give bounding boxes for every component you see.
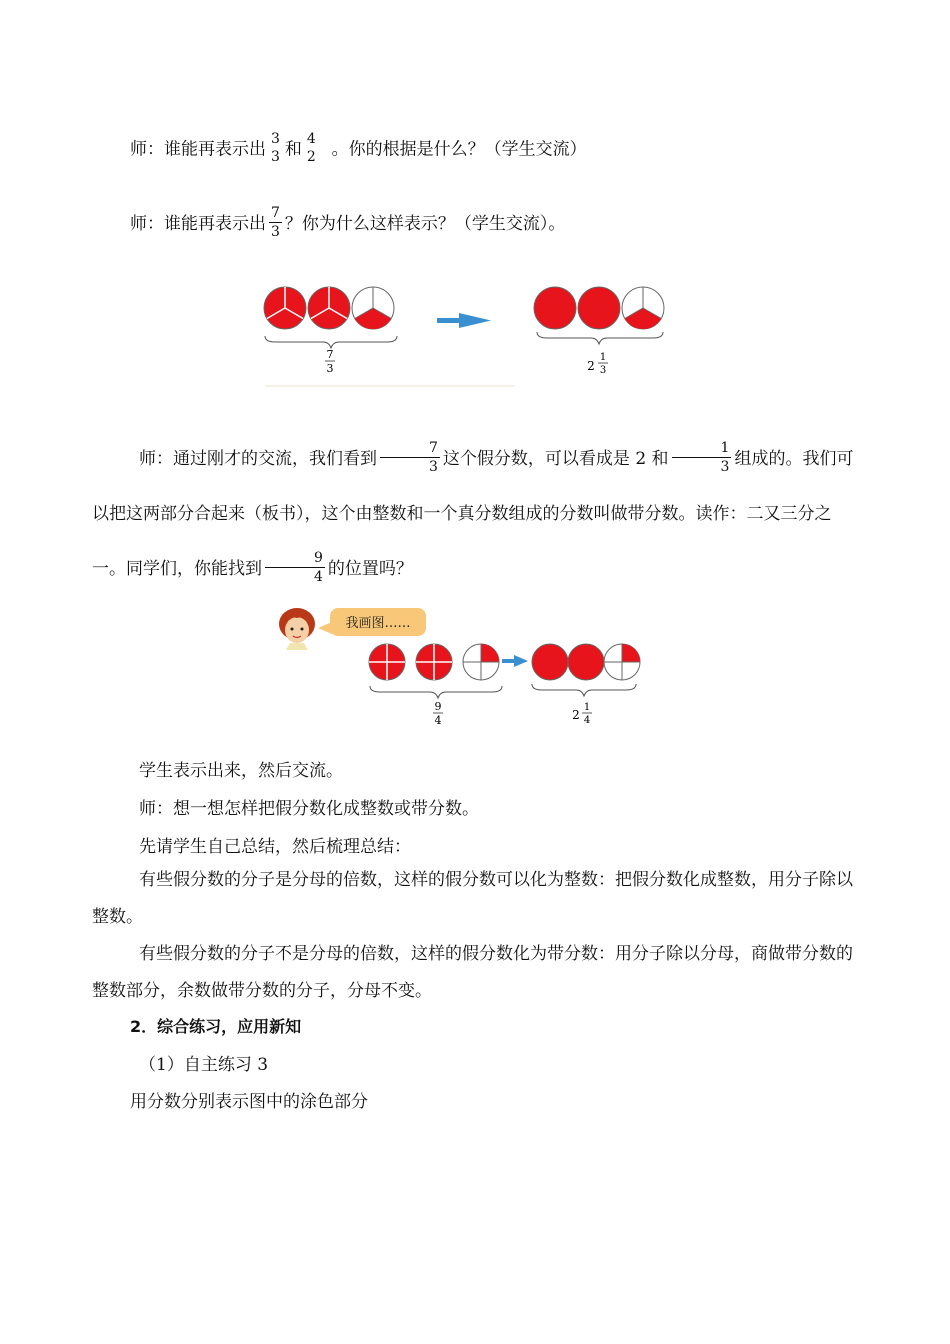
left-label-numerator: 7 [326,348,334,361]
brace-left-2 [370,686,502,698]
fraction-3-3: 3 3 [271,131,280,165]
circle-whole-2 [578,287,620,329]
right-label-whole: 2 [587,359,595,373]
text-summary-intro: 先请学生自己总结，然后梳理总结： [139,837,411,857]
right-label-2-denominator: 4 [583,715,591,726]
fraction-7-3-inline: $\frac{7}{3}$ [380,441,440,474]
line-1-prefix: 师：谁能再表示出 [130,139,266,160]
circle-quarters-full-2 [416,644,452,680]
right-label-2-whole: 2 [572,708,580,722]
circle-one-quarter [463,644,499,680]
fraction-1-3-inline: $\frac{1}{3}$ [672,441,732,474]
line-1-suffix: 。你的根据是什么？（学生交流） [331,139,587,160]
fraction-9-4-inline: $\frac{9}{4}$ [265,551,325,584]
left-label-2-numerator: 9 [434,700,442,713]
figure-nine-fourths [270,600,650,735]
arrow-right [437,313,491,328]
circle-one-quarter-right [604,644,640,680]
line-2-suffix: ？你为什么这样表示？（学生交流）。 [284,214,566,234]
section-heading-practice: 2．综合练习，应用新知 [130,1017,302,1036]
circle-whole-1 [534,287,576,329]
circle-whole-4 [568,644,604,680]
right-label-numerator: 1 [599,352,607,363]
left-label-2-denominator: 4 [434,714,442,727]
line-2-prefix: 师：谁能再表示出 [130,214,266,234]
circle-quarters-full-1 [369,644,405,680]
text-students-show: 学生表示出来，然后交流。 [139,761,343,781]
bubble-text: 我画图…… [345,616,411,631]
fraction-7-3: $\frac{7}{3}$ [271,205,280,240]
arrow-right-2 [502,655,528,667]
brace-right [537,332,663,344]
text-exercise-3: （1）自主练习 3 [139,1055,269,1075]
girl-avatar [279,608,315,650]
figure-seven-thirds [255,270,685,390]
speech-bubble [318,608,426,636]
circle-full-2 [308,287,350,329]
circle-whole-3 [532,644,568,680]
right-label-denominator: 3 [599,365,607,376]
line-1-mid: 和 [284,139,302,160]
right-label-2-numerator: 1 [583,702,591,713]
line-2 [130,205,566,241]
paragraph-integer-rule: 有些假分数的分子是分母的倍数，这样的假分数可以化为整数：把假分数化成整数，用分子除以整数。 [92,870,853,927]
fraction-4-2: 4 2 [306,131,316,165]
brace-right-2 [532,684,636,696]
circle-one-third-right [622,287,664,329]
brace-left [265,336,397,348]
circle-full-1 [264,287,306,329]
line-1 [130,131,587,166]
circle-one-third [352,287,394,329]
paragraph-mixed-rule: 有些假分数的分子不是分母的倍数，这样的假分数化为带分数：用分子除以分母，商做带分数的整数部分，余数做带分数的分子，分母不变。 [92,944,853,1001]
text-teacher-think: 师：想一想怎样把假分数化成整数或带分数。 [139,799,479,819]
left-label-denominator: 3 [326,362,334,375]
paragraph-mixed-number: 师：通过刚才的交流，我们看到 $\frac{7}{3}$ 这个假分数，可以看成是 2 和 $\frac{1}{3}$ 组成的。我们可以把这两部分合起来（板书），这个由整数和一个真分数组成的分数叫做带分数。读作：二又三分之一。同学们，你能找到 $\frac{9}{4}$ 的位置吗？ [92,440,854,585]
text-exercise-instruction: 用分数分别表示图中的涂色部分 [130,1092,368,1112]
